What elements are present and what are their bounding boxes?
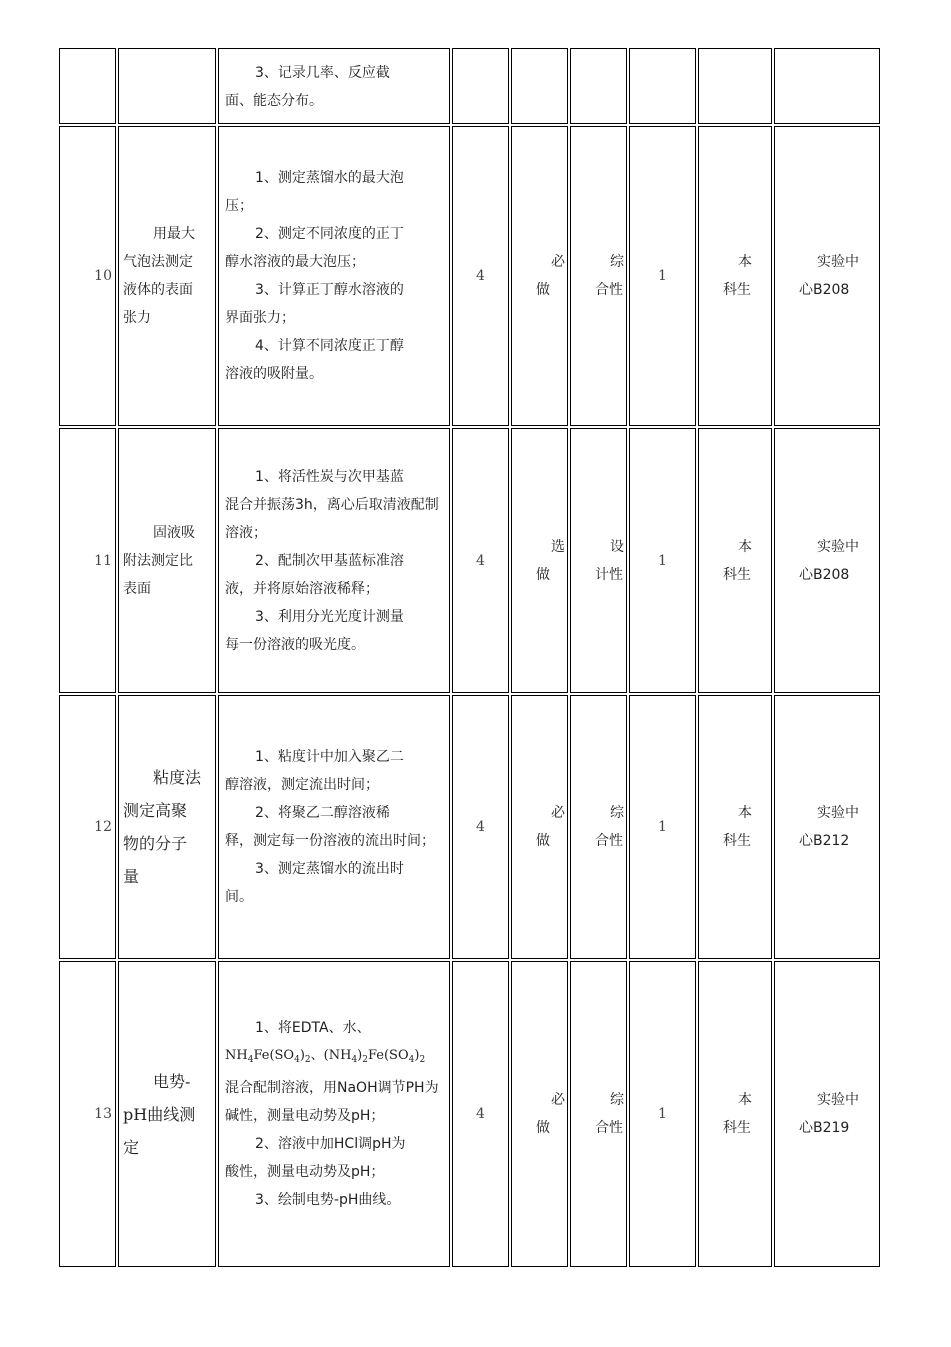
formula-sub: 2: [362, 1055, 368, 1065]
cell-content: [218, 695, 450, 959]
req-part: 做: [536, 1120, 550, 1136]
cell-content: [218, 48, 450, 124]
table-row: [59, 428, 880, 693]
content-line: 2、溶液中加HCl调pH为: [255, 1136, 406, 1152]
formula-sub: 2: [419, 1055, 426, 1065]
content-line: 醇水溶液的最大泡压；: [225, 254, 365, 270]
content-line: 2、测定不同浓度的正丁: [255, 226, 404, 242]
type-part: 合性: [595, 833, 623, 849]
type-part: 综: [610, 1092, 624, 1108]
cell-target: [698, 695, 772, 959]
cell-type: [570, 126, 627, 426]
cell-number: 10: [59, 126, 116, 426]
cell-name: [118, 961, 216, 1267]
formula-sub: 4: [351, 1055, 358, 1065]
content-line: 1、将活性炭与次甲基蓝: [255, 468, 404, 485]
cell-name: [118, 695, 216, 959]
cell-number: 13: [59, 961, 116, 1267]
content-line: 1、测定蒸馏水的最大泡: [255, 170, 404, 186]
target-part: 科生: [723, 1120, 751, 1136]
cell-requirement: [511, 428, 568, 693]
name-line: 气泡法测定: [123, 254, 193, 270]
content-line: 面、能态分布。: [225, 93, 323, 109]
name-line: 量: [123, 867, 140, 886]
place-part: 心B219: [799, 1120, 850, 1136]
formula-sub: 2: [304, 1055, 311, 1065]
place-part: 实验中: [817, 805, 859, 821]
cell-name: [118, 428, 216, 693]
place-part: 心B208: [799, 566, 850, 583]
cell-number: 11: [59, 428, 116, 693]
formula-part: 、(NH: [310, 1048, 352, 1063]
content-line: 3、测定蒸馏水的流出时: [255, 861, 404, 877]
cell-number: 12: [59, 695, 116, 959]
content-line: 酸性，测量电动势及pH；: [225, 1164, 385, 1180]
name-line: 用最大: [153, 226, 195, 242]
cell-target: [698, 961, 772, 1267]
target-part: 本: [738, 805, 752, 821]
cell-target: [698, 428, 772, 693]
cell-content: [218, 126, 450, 426]
cell-hours: 4: [452, 126, 509, 426]
name-line: 定: [123, 1137, 140, 1157]
content-line: 溶液的吸附量。: [225, 366, 323, 382]
name-line: 测定高聚: [123, 801, 188, 820]
content-line: 混合并振荡3h，离心后取清液配制溶液；: [225, 496, 439, 541]
req-part: 做: [536, 566, 550, 583]
table-row: [59, 961, 880, 1267]
req-part: 做: [536, 833, 550, 849]
type-part: 计性: [595, 566, 623, 583]
content-line: 每一份溶液的吸光度。: [225, 636, 365, 653]
cell-content: [218, 428, 450, 693]
place-part: 实验中: [817, 1092, 859, 1108]
name-line: 粘度法: [153, 768, 202, 787]
formula-sub: 4: [247, 1055, 254, 1065]
cell-place: [774, 428, 880, 693]
req-part: 必: [551, 254, 565, 270]
place-part: 心B212: [799, 833, 850, 849]
formula-part: Fe(SO: [253, 1048, 295, 1063]
cell-place: [774, 126, 880, 426]
formula-part: Fe(SO: [367, 1048, 409, 1063]
formula-part: NH: [225, 1048, 248, 1063]
type-part: 合性: [595, 1120, 623, 1136]
type-part: 综: [610, 805, 624, 821]
cell-requirement: [511, 126, 568, 426]
table-row: [59, 126, 880, 426]
place-part: 实验中: [817, 254, 859, 270]
name-line: 液体的表面: [123, 282, 193, 298]
formula-part: ): [299, 1048, 305, 1063]
target-part: 科生: [723, 282, 751, 298]
cell-name: [118, 48, 216, 124]
place-part: 心B208: [799, 282, 850, 298]
cell-groups: 1: [629, 695, 696, 959]
formula-part: ): [357, 1048, 363, 1063]
experiment-table: [57, 46, 882, 1269]
formula-sub: 4: [294, 1055, 300, 1065]
type-part: 合性: [595, 282, 623, 298]
formula-sub: 4: [408, 1055, 415, 1065]
name-line: 物的分子: [123, 834, 188, 853]
target-part: 科生: [723, 833, 751, 849]
content-line: 压；: [225, 198, 253, 214]
name-line: 电势-: [153, 1071, 191, 1091]
content-line: 3、绘制电势-pH曲线。: [255, 1192, 401, 1208]
cell-place: [774, 961, 880, 1267]
cell-hours: 4: [452, 695, 509, 959]
content-line: 液，并将原始溶液稀释；: [225, 580, 379, 597]
content-line: 间。: [225, 889, 253, 905]
cell-type: [570, 48, 627, 124]
cell-requirement: [511, 48, 568, 124]
cell-groups: [629, 48, 696, 124]
cell-groups: 1: [629, 428, 696, 693]
place-part: 实验中: [817, 538, 859, 555]
content-line: 释，测定每一份溶液的流出时间；: [225, 833, 435, 849]
cell-groups: 1: [629, 961, 696, 1267]
cell-groups: 1: [629, 126, 696, 426]
content-line: 界面张力；: [225, 310, 295, 326]
content-line: 2、配制次甲基蓝标准溶: [255, 552, 404, 569]
cell-place: [774, 695, 880, 959]
formula-part: ): [414, 1048, 420, 1063]
cell-hours: 4: [452, 428, 509, 693]
cell-name: [118, 126, 216, 426]
cell-hours: [452, 48, 509, 124]
content-line: 混合配制溶液，用NaOH调节PH为碱性，测量电动势及pH；: [225, 1080, 439, 1124]
content-line: 3、利用分光光度计测量: [255, 608, 404, 625]
req-part: 做: [536, 282, 550, 298]
cell-target: [698, 126, 772, 426]
target-part: 科生: [723, 566, 751, 583]
cell-type: [570, 961, 627, 1267]
cell-hours: 4: [452, 961, 509, 1267]
table-row: [59, 695, 880, 959]
content-line: 2、将聚乙二醇溶液稀: [255, 805, 390, 821]
content-line: 1、将EDTA、水、: [255, 1020, 371, 1036]
content-line-formula: [225, 1042, 443, 1074]
content-line: 3、计算正丁醇水溶液的: [255, 282, 404, 298]
name-line: 表面: [123, 580, 151, 597]
cell-content: [218, 961, 450, 1267]
name-line: 附法测定比: [123, 552, 193, 569]
table-row: [59, 48, 880, 124]
cell-target: [698, 48, 772, 124]
target-part: 本: [738, 538, 752, 555]
target-part: 本: [738, 1092, 752, 1108]
cell-type: [570, 695, 627, 959]
cell-number: [59, 48, 116, 124]
content-line: 醇溶液，测定流出时间；: [225, 777, 379, 793]
type-part: 设: [610, 538, 624, 555]
cell-requirement: [511, 961, 568, 1267]
cell-type: [570, 428, 627, 693]
name-line: 固液吸: [153, 524, 195, 541]
content-line: 4、计算不同浓度正丁醇: [255, 338, 404, 354]
cell-place: [774, 48, 880, 124]
type-part: 综: [610, 254, 624, 270]
req-part: 必: [551, 1092, 565, 1108]
name-line: 张力: [123, 310, 151, 326]
content-line: 1、粘度计中加入聚乙二: [255, 749, 404, 765]
name-line: pH曲线测: [123, 1104, 196, 1124]
content-line: 3、记录几率、反应截: [255, 65, 390, 81]
target-part: 本: [738, 254, 752, 270]
cell-requirement: [511, 695, 568, 959]
req-part: 必: [551, 805, 565, 821]
req-part: 选: [551, 538, 565, 555]
